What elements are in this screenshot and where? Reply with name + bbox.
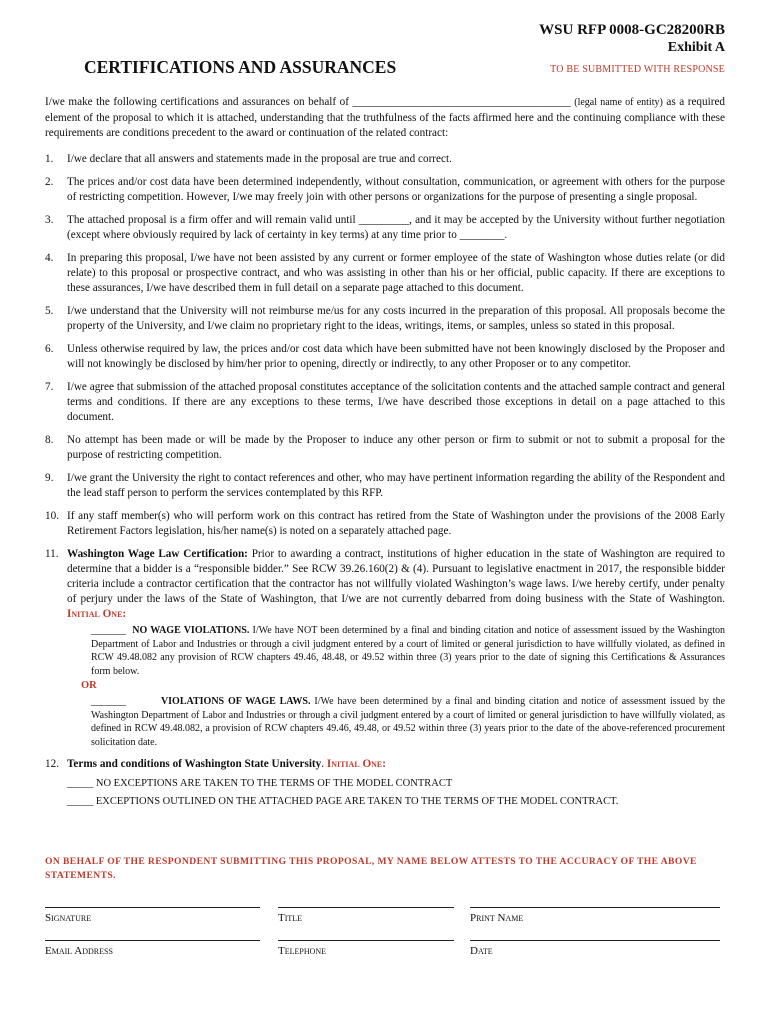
list-item (45, 471, 725, 501)
date-field[interactable] (470, 940, 720, 957)
signature-field[interactable] (45, 907, 260, 924)
item-text: No attempt has been made or will be made by the Proposer to induce any other person or firm to submit or not to submit a proposal for the purpose of restricting competition. (67, 434, 725, 461)
email-label: Email Address (45, 945, 113, 957)
terms-heading: Terms and conditions of Washington State University (67, 758, 322, 770)
item-text: The attached proposal is a firm offer and will remain valid until _________, and it may be accepted by the University without further negotiation (except where obviously required by lack of certainty in key terms) at any time prior to ________. (67, 214, 725, 241)
intro-paragraph (45, 95, 725, 142)
signature-row (45, 907, 725, 937)
wage-law-text: Prior to awarding a contract, institutions of higher education in the state of Washington are required to determine that a bidder is a “responsible bidder.” See RCW 39.26.160(2) & (4). Pursuant to legislative enactment in 2017, the responsible bidder criteria include a contractor certification that the contractor has not willfully violated Washington’s wage laws. I/we hereby certify, under penalty of perjury under the laws of the State of Washington, that I/we are not currently debarred from doing business with the State of Washington. (67, 548, 725, 605)
list-item (45, 213, 725, 243)
item-number: 8. (45, 434, 54, 446)
title-field[interactable] (278, 907, 454, 924)
item-number: 11. (45, 548, 59, 560)
option-heading: NO WAGE VIOLATIONS. (132, 625, 250, 636)
item-text: I/we understand that the University will not reimburse me/us for any costs incurred in the preparation of this proposal. All proposals become the property of the University, and I/we claim no proprietary right to the ideas, writings, items, or samples, unless so stated in this proposal. (67, 305, 725, 332)
item-text: I/we grant the University the right to contact references and other, who may have pertinent information regarding the ability of the Respondent and the lead staff person to perform the services contemplated by this RFP. (67, 472, 725, 499)
no-wage-violations-option (91, 624, 725, 678)
option-text: I/We have been determined by a final and binding citation and notice of assessment issued by the Washington Department of Labor and Industries or through a civil judgment entered by a court of limited or general jurisdiction to have willfully violated, as defined in RCW 49.48.082, a provision of RCW chapters 49.46, 49.48, or 49.52 within three (3) years prior to the date of the above-referenced procurement solicitation date. (91, 696, 726, 748)
title-label: Title (278, 912, 303, 924)
list-item (45, 380, 725, 425)
item-text: I/we agree that submission of the attached proposal constitutes acceptance of the solicitation contents and the attached sample contract and general terms and conditions. If there are any exceptions to these terms, I/we have described those exceptions in detail on a page attached to this document. (67, 381, 725, 423)
wage-law-item (45, 547, 725, 749)
list-item (45, 509, 725, 539)
signature-label: Signature (45, 912, 92, 924)
intro-text-continued: as a required element of the proposal to which it is attached, understanding that the truthfulness of the facts affirmed here and the continuing compliance with these requirements are conditions precedent to the award or continuation of the related contract: (45, 96, 726, 139)
date-label: Date (470, 945, 493, 957)
item-text: The prices and/or cost data have been determined independently, without consultation, communication, or agreement with others for the purpose of restricting competition. However, I/we may freely join with other persons or organizations for the purpose of presenting a single proposal. (67, 176, 725, 203)
telephone-label: Telephone (278, 945, 327, 957)
print-name-label: Print Name (470, 912, 524, 924)
attestation-statement: ON BEHALF OF THE RESPONDENT SUBMITTING THIS PROPOSAL, MY NAME BELOW ATTESTS TO THE ACCURACY OF THE ABOVE STATEMENTS. (45, 856, 697, 881)
initial-blank-field[interactable]: _______ (91, 696, 126, 707)
option-text: I/We have NOT been determined by a final and binding citation and notice of assessment issued by the Washington Department of Labor and Industries or through a civil judgment entered by a court of limited or general jurisdiction to have willfully violated, as defined in RCW 49.48.082 any provision of RCW chapters 49.46, 48.48, or 49.52 within three (3) years prior to the date of signing this Certifications & Assurances form below. (91, 625, 725, 677)
wage-law-heading: Washington Wage Law Certification: (67, 548, 248, 560)
intro-text: I/we make the following certifications and assurances on behalf of _______________________________________ (45, 96, 571, 108)
terms-dot: . (321, 758, 327, 770)
or-separator: OR (81, 680, 97, 691)
contact-row (45, 940, 725, 970)
list-item (45, 304, 725, 334)
item-number: 1. (45, 153, 54, 165)
item-number: 5. (45, 305, 54, 317)
item-number: 7. (45, 381, 54, 393)
item-text: Unless otherwise required by law, the prices and/or cost data which have been submitted have not been knowingly disclosed by the Proposer and will not knowingly be disclosed by him/her prior to opening, directly or indirectly, to any other Proposer or to any competitor. (67, 343, 725, 370)
item-number: 6. (45, 343, 54, 355)
item-text: In preparing this proposal, I/we have not been assisted by any current or former employee of the state of Washington whose duties relate (or did relate) to this proposal or prospective contract, and who was assisting in other than his or her official, public capacity. If there are exceptions to these assurances, I/we have described them in full detail on a separate page attached to this document. (67, 252, 725, 294)
list-item (45, 342, 725, 372)
no-exceptions-option[interactable]: _____ NO EXCEPTIONS ARE TAKEN TO THE TERMS OF THE MODEL CONTRACT (67, 778, 453, 789)
print-name-field[interactable] (470, 907, 720, 924)
item-number: 12. (45, 758, 59, 770)
initial-one-label: Initial One: (67, 608, 127, 620)
item-number: 9. (45, 472, 54, 484)
page-title: CERTIFICATIONS AND ASSURANCES (84, 57, 397, 77)
item-number: 10. (45, 510, 59, 522)
item-number: 3. (45, 214, 54, 226)
exceptions-option[interactable]: _____ EXCEPTIONS OUTLINED ON THE ATTACHED PAGE ARE TAKEN TO THE TERMS OF THE MODEL CONTRACT. (67, 796, 619, 807)
telephone-field[interactable] (278, 940, 454, 957)
submit-note: TO BE SUBMITTED WITH RESPONSE (550, 64, 725, 75)
option-heading: VIOLATIONS OF WAGE LAWS. (160, 696, 311, 707)
email-field[interactable] (45, 940, 260, 957)
list-item (45, 152, 725, 167)
exhibit-label: Exhibit A (667, 40, 725, 55)
wage-violations-option (91, 695, 725, 749)
item-number: 2. (45, 176, 54, 188)
list-item (45, 251, 725, 296)
terms-item (45, 757, 725, 809)
initial-one-label: Initial One: (326, 758, 386, 770)
certification-list (45, 152, 725, 817)
item-number: 4. (45, 252, 54, 264)
initial-blank-field[interactable]: _______ (91, 625, 126, 636)
item-text: I/we declare that all answers and statements made in the proposal are true and correct. (67, 153, 452, 165)
list-item (45, 175, 725, 205)
legal-name-note: (legal name of entity) (574, 97, 663, 108)
rfp-number: WSU RFP 0008-GC28200RB (539, 22, 725, 38)
list-item (45, 433, 725, 463)
item-text: If any staff member(s) who will perform work on this contract has retired from the State of Washington under the provisions of the 2008 Early Retirement Factors legislation, his/her name(s) is noted on a separately attached page. (67, 510, 725, 537)
